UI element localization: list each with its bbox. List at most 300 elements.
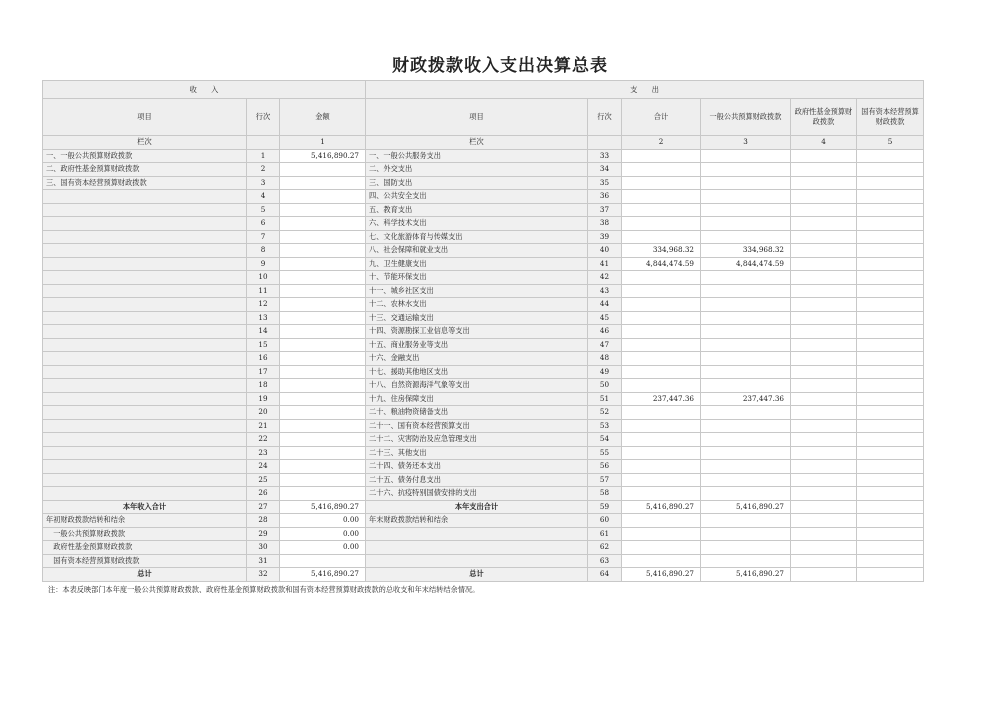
expense-item: 十四、资源勘探工业信息等支出 [366, 325, 588, 339]
expense-state-capital [857, 500, 924, 514]
expense-general-budget [701, 379, 791, 393]
column-number-4: 4 [791, 136, 857, 150]
general-budget-header: 一般公共预算财政拨款 [701, 99, 791, 136]
income-amount-header: 金额 [280, 99, 366, 136]
income-amount: 0.00 [280, 541, 366, 555]
income-line: 29 [247, 527, 280, 541]
income-item: 政府性基金预算财政拨款 [43, 541, 247, 555]
expense-total: 5,416,890.27 [622, 500, 701, 514]
expense-state-capital [857, 460, 924, 474]
income-amount [280, 244, 366, 258]
income-item [43, 190, 247, 204]
expense-state-capital [857, 176, 924, 190]
expense-general-budget [701, 149, 791, 163]
total-header: 合计 [622, 99, 701, 136]
expense-line: 56 [588, 460, 622, 474]
table-row [43, 514, 924, 528]
expense-fund-budget [791, 271, 857, 285]
expense-fund-budget [791, 176, 857, 190]
income-line: 27 [247, 500, 280, 514]
expense-fund-budget [791, 149, 857, 163]
income-item [43, 379, 247, 393]
expense-line: 37 [588, 203, 622, 217]
expense-state-capital [857, 338, 924, 352]
income-amount [280, 419, 366, 433]
income-amount [280, 473, 366, 487]
expense-fund-budget [791, 338, 857, 352]
income-line: 3 [247, 176, 280, 190]
expense-item: 一、一般公共服务支出 [366, 149, 588, 163]
expense-item: 五、教育支出 [366, 203, 588, 217]
expense-item: 九、卫生健康支出 [366, 257, 588, 271]
expense-item: 十九、住房保障支出 [366, 392, 588, 406]
income-line: 26 [247, 487, 280, 501]
income-item: 二、政府性基金预算财政拨款 [43, 163, 247, 177]
income-item [43, 298, 247, 312]
state-capital-budget-header: 国有资本经营预算财政拨款 [857, 99, 924, 136]
table-row [43, 541, 924, 555]
income-item [43, 203, 247, 217]
expense-item: 总计 [366, 568, 588, 582]
expense-general-budget [701, 419, 791, 433]
income-item [43, 338, 247, 352]
expense-total [622, 419, 701, 433]
expense-state-capital [857, 487, 924, 501]
expense-general-budget [701, 527, 791, 541]
expense-fund-budget [791, 284, 857, 298]
expense-fund-budget [791, 446, 857, 460]
income-lanci-blank [247, 136, 280, 150]
expense-state-capital [857, 257, 924, 271]
expense-general-budget [701, 311, 791, 325]
expense-total [622, 365, 701, 379]
expense-total [622, 473, 701, 487]
expense-line: 42 [588, 271, 622, 285]
expense-total: 5,416,890.27 [622, 568, 701, 582]
expense-general-budget [701, 230, 791, 244]
table-row [43, 311, 924, 325]
table-row [43, 230, 924, 244]
income-amount [280, 176, 366, 190]
expense-general-budget [701, 271, 791, 285]
income-line: 30 [247, 541, 280, 555]
income-item [43, 271, 247, 285]
income-amount [280, 325, 366, 339]
income-line: 18 [247, 379, 280, 393]
expense-general-budget: 5,416,890.27 [701, 568, 791, 582]
income-amount [280, 460, 366, 474]
column-number-3: 3 [701, 136, 791, 150]
expense-fund-budget [791, 203, 857, 217]
income-item: 三、国有资本经营预算财政拨款 [43, 176, 247, 190]
column-header-row [43, 99, 924, 136]
expense-state-capital [857, 163, 924, 177]
expense-line: 41 [588, 257, 622, 271]
income-line: 32 [247, 568, 280, 582]
expense-fund-budget [791, 298, 857, 312]
income-item: 一、一般公共预算财政拨款 [43, 149, 247, 163]
income-line: 11 [247, 284, 280, 298]
expense-general-budget [701, 446, 791, 460]
expense-item: 十三、交通运输支出 [366, 311, 588, 325]
income-amount: 0.00 [280, 527, 366, 541]
income-amount [280, 554, 366, 568]
expense-general-budget [701, 365, 791, 379]
expense-line: 57 [588, 473, 622, 487]
footnote: 注：本表反映部门本年度一般公共预算财政拨款、政府性基金预算财政拨款和国有资本经营预算财政拨款的总收支和年末结转结余情况。 [48, 585, 480, 594]
income-amount [280, 163, 366, 177]
income-line: 12 [247, 298, 280, 312]
expense-line: 45 [588, 311, 622, 325]
expense-total [622, 514, 701, 528]
expense-fund-budget [791, 460, 857, 474]
income-amount [280, 379, 366, 393]
expense-item: 本年支出合计 [366, 500, 588, 514]
income-item [43, 365, 247, 379]
income-line: 4 [247, 190, 280, 204]
expense-state-capital [857, 433, 924, 447]
expense-line: 49 [588, 365, 622, 379]
expense-state-capital [857, 217, 924, 231]
expense-general-budget [701, 325, 791, 339]
section-header-row [43, 81, 924, 99]
expense-fund-budget [791, 325, 857, 339]
income-item [43, 446, 247, 460]
income-item [43, 433, 247, 447]
income-line: 14 [247, 325, 280, 339]
expense-line: 62 [588, 541, 622, 555]
page-title: 财政拨款收入支出决算总表 [392, 56, 608, 76]
expense-total [622, 311, 701, 325]
income-item: 总计 [43, 568, 247, 582]
expense-state-capital [857, 325, 924, 339]
income-line: 20 [247, 406, 280, 420]
column-number-5: 5 [857, 136, 924, 150]
income-item [43, 244, 247, 258]
expense-total [622, 325, 701, 339]
expense-line: 35 [588, 176, 622, 190]
income-amount [280, 406, 366, 420]
expense-state-capital [857, 298, 924, 312]
expense-fund-budget [791, 487, 857, 501]
column-number-2: 2 [622, 136, 701, 150]
table-row [43, 352, 924, 366]
expense-state-capital [857, 352, 924, 366]
expense-state-capital [857, 406, 924, 420]
expense-item [366, 541, 588, 555]
expense-state-capital [857, 244, 924, 258]
expense-line: 47 [588, 338, 622, 352]
expense-line: 38 [588, 217, 622, 231]
expense-item: 十、节能环保支出 [366, 271, 588, 285]
expense-fund-budget [791, 406, 857, 420]
expense-item: 十六、金融支出 [366, 352, 588, 366]
expense-general-budget [701, 433, 791, 447]
income-amount: 5,416,890.27 [280, 568, 366, 582]
table-row [43, 203, 924, 217]
income-amount [280, 230, 366, 244]
income-line: 9 [247, 257, 280, 271]
expense-state-capital [857, 514, 924, 528]
expense-total [622, 298, 701, 312]
expense-item: 二十一、国有资本经营预算支出 [366, 419, 588, 433]
expense-line: 53 [588, 419, 622, 433]
expense-general-budget [701, 460, 791, 474]
income-amount [280, 433, 366, 447]
table-row [43, 379, 924, 393]
table-row [43, 460, 924, 474]
income-amount [280, 298, 366, 312]
expense-item: 二十二、灾害防治及应急管理支出 [366, 433, 588, 447]
income-amount [280, 338, 366, 352]
year-total-row [43, 500, 924, 514]
expense-general-budget [701, 406, 791, 420]
expense-line: 61 [588, 527, 622, 541]
grand-total-row [43, 568, 924, 582]
expense-item: 年末财政拨款结转和结余 [366, 514, 588, 528]
expense-item: 七、文化旅游体育与传媒支出 [366, 230, 588, 244]
expense-fund-budget [791, 514, 857, 528]
expense-total: 4,844,474.59 [622, 257, 701, 271]
expense-total: 334,968.32 [622, 244, 701, 258]
income-line: 23 [247, 446, 280, 460]
income-item [43, 406, 247, 420]
income-line: 25 [247, 473, 280, 487]
income-item [43, 230, 247, 244]
table-row [43, 392, 924, 406]
expense-total [622, 163, 701, 177]
table-row [43, 284, 924, 298]
expense-total [622, 284, 701, 298]
expense-line: 46 [588, 325, 622, 339]
income-amount [280, 257, 366, 271]
expense-state-capital [857, 473, 924, 487]
income-line: 15 [247, 338, 280, 352]
expense-line: 39 [588, 230, 622, 244]
income-line: 17 [247, 365, 280, 379]
income-item [43, 419, 247, 433]
expense-total [622, 176, 701, 190]
expense-general-budget [701, 298, 791, 312]
expense-item: 十八、自然资源海洋气象等支出 [366, 379, 588, 393]
expense-total [622, 406, 701, 420]
income-item [43, 392, 247, 406]
expense-general-budget: 4,844,474.59 [701, 257, 791, 271]
expense-fund-budget [791, 500, 857, 514]
table-row [43, 271, 924, 285]
expense-general-budget [701, 284, 791, 298]
expense-item: 十五、商业服务业等支出 [366, 338, 588, 352]
table-row [43, 149, 924, 163]
expense-state-capital [857, 311, 924, 325]
expense-line: 59 [588, 500, 622, 514]
column-number-row [43, 136, 924, 150]
expense-total [622, 338, 701, 352]
expense-total [622, 352, 701, 366]
expense-general-budget [701, 541, 791, 555]
income-line-header: 行次 [247, 99, 280, 136]
income-item [43, 257, 247, 271]
expense-total [622, 379, 701, 393]
expense-item: 二、外交支出 [366, 163, 588, 177]
expense-fund-budget [791, 554, 857, 568]
income-line: 1 [247, 149, 280, 163]
income-line: 28 [247, 514, 280, 528]
income-amount [280, 203, 366, 217]
income-line: 6 [247, 217, 280, 231]
expense-fund-budget [791, 244, 857, 258]
expense-total [622, 554, 701, 568]
expense-fund-budget [791, 433, 857, 447]
expense-total [622, 446, 701, 460]
expense-line: 55 [588, 446, 622, 460]
expense-general-budget [701, 176, 791, 190]
income-line: 24 [247, 460, 280, 474]
expense-fund-budget [791, 392, 857, 406]
table-row [43, 217, 924, 231]
expense-fund-budget [791, 419, 857, 433]
expense-item: 二十、粮油物资储备支出 [366, 406, 588, 420]
expense-item: 四、公共安全支出 [366, 190, 588, 204]
expense-general-budget [701, 473, 791, 487]
expense-fund-budget [791, 257, 857, 271]
expense-fund-budget [791, 379, 857, 393]
table-row [43, 487, 924, 501]
expense-general-budget: 5,416,890.27 [701, 500, 791, 514]
table-row [43, 338, 924, 352]
table-row [43, 190, 924, 204]
expense-general-budget [701, 554, 791, 568]
expense-fund-budget [791, 163, 857, 177]
income-amount [280, 392, 366, 406]
expense-line: 51 [588, 392, 622, 406]
expense-state-capital [857, 446, 924, 460]
income-amount [280, 217, 366, 231]
income-line: 19 [247, 392, 280, 406]
expense-total [622, 217, 701, 231]
expense-general-budget [701, 217, 791, 231]
expense-state-capital [857, 379, 924, 393]
expense-line: 40 [588, 244, 622, 258]
expense-line: 34 [588, 163, 622, 177]
expense-state-capital [857, 554, 924, 568]
expense-line: 54 [588, 433, 622, 447]
income-amount [280, 352, 366, 366]
expense-state-capital [857, 190, 924, 204]
table-row [43, 473, 924, 487]
table-row [43, 406, 924, 420]
expense-fund-budget [791, 568, 857, 582]
expense-line: 52 [588, 406, 622, 420]
table-row [43, 325, 924, 339]
expense-state-capital [857, 284, 924, 298]
expense-line: 58 [588, 487, 622, 501]
income-item: 年初财政拨款结转和结余 [43, 514, 247, 528]
fund-budget-header: 政府性基金预算财政拨款 [791, 99, 857, 136]
table-row [43, 446, 924, 460]
table-row [43, 527, 924, 541]
expense-general-budget: 237,447.36 [701, 392, 791, 406]
table-row [43, 244, 924, 258]
expense-state-capital [857, 230, 924, 244]
expense-line: 63 [588, 554, 622, 568]
expense-total [622, 460, 701, 474]
expense-item: 二十三、其他支出 [366, 446, 588, 460]
expense-item [366, 527, 588, 541]
expense-line: 36 [588, 190, 622, 204]
income-line: 2 [247, 163, 280, 177]
expense-general-budget [701, 338, 791, 352]
expense-lanci-blank [588, 136, 622, 150]
expense-general-budget: 334,968.32 [701, 244, 791, 258]
table-row [43, 163, 924, 177]
expense-total [622, 271, 701, 285]
income-item-header: 项目 [43, 99, 247, 136]
expense-fund-budget [791, 230, 857, 244]
column-number-1: 1 [280, 136, 366, 150]
income-amount [280, 190, 366, 204]
expense-total [622, 149, 701, 163]
table-row [43, 419, 924, 433]
expense-item: 十一、城乡社区支出 [366, 284, 588, 298]
income-item [43, 311, 247, 325]
expense-line: 50 [588, 379, 622, 393]
income-amount [280, 365, 366, 379]
income-amount: 5,416,890.27 [280, 500, 366, 514]
income-item: 国有资本经营预算财政拨款 [43, 554, 247, 568]
expense-total: 237,447.36 [622, 392, 701, 406]
expense-general-budget [701, 163, 791, 177]
expense-general-budget [701, 352, 791, 366]
expense-line-header: 行次 [588, 99, 622, 136]
expense-lanci-label: 栏次 [366, 136, 588, 150]
expense-fund-budget [791, 311, 857, 325]
expense-item [366, 554, 588, 568]
income-line: 21 [247, 419, 280, 433]
income-item: 本年收入合计 [43, 500, 247, 514]
expense-fund-budget [791, 541, 857, 555]
expense-fund-budget [791, 527, 857, 541]
expense-line: 43 [588, 284, 622, 298]
income-amount [280, 487, 366, 501]
table-row [43, 433, 924, 447]
expense-general-budget [701, 190, 791, 204]
expense-item-header: 项目 [366, 99, 588, 136]
expense-state-capital [857, 568, 924, 582]
expense-general-budget [701, 487, 791, 501]
expense-item: 六、科学技术支出 [366, 217, 588, 231]
income-amount: 5,416,890.27 [280, 149, 366, 163]
income-line: 31 [247, 554, 280, 568]
income-item [43, 325, 247, 339]
income-section-header: 收 入 [43, 81, 366, 99]
expense-fund-budget [791, 190, 857, 204]
expense-state-capital [857, 271, 924, 285]
income-item [43, 352, 247, 366]
expense-fund-budget [791, 217, 857, 231]
expense-total [622, 527, 701, 541]
income-lanci-label: 栏次 [43, 136, 247, 150]
expense-state-capital [857, 149, 924, 163]
expense-general-budget [701, 514, 791, 528]
income-amount: 0.00 [280, 514, 366, 528]
table-row [43, 365, 924, 379]
fiscal-summary-table [42, 80, 924, 582]
table-row [43, 298, 924, 312]
expense-state-capital [857, 527, 924, 541]
expense-item: 十二、农林水支出 [366, 298, 588, 312]
income-line: 8 [247, 244, 280, 258]
